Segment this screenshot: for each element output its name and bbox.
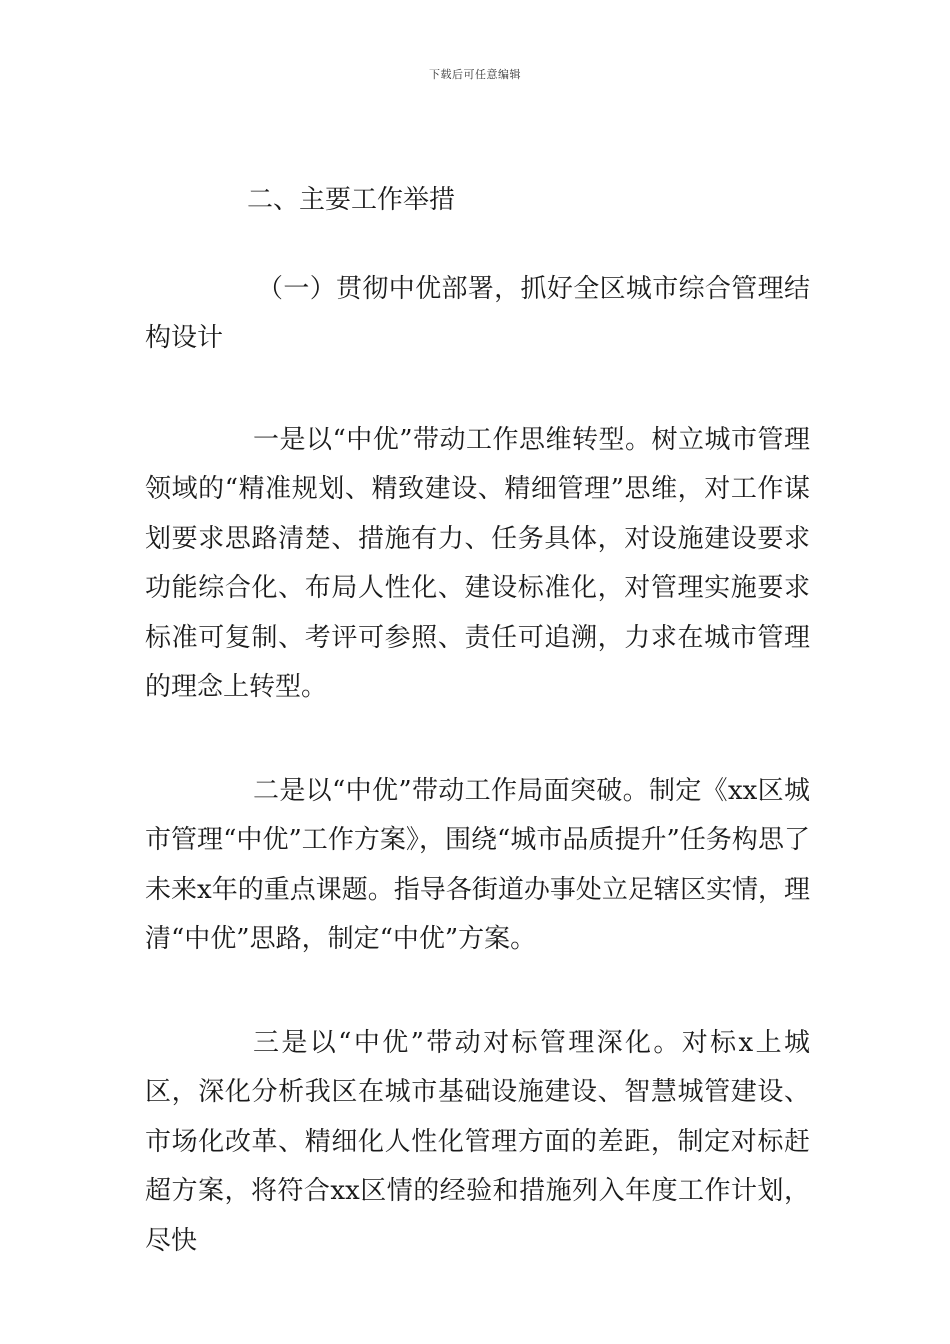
document-body (145, 176, 810, 1266)
section-heading: 二、主要工作举措 (247, 185, 456, 215)
paragraph-3: 三是以“中优”带动对标管理深化。对标x上城区，深化分析我区在城市基础设施建设、智慧城管建设、市场化改革、精细化人性化管理方面的差距，制定对标赶超方案，将符合xx区情的经验和措施列入年度工作计划，尽快 (145, 1027, 810, 1256)
subsection-heading: （一）贯彻中优部署，抓好全区城市综合管理结构设计 (145, 273, 810, 353)
page-header: 下载后可任意编辑 (429, 68, 521, 81)
paragraph-1: 一是以“中优”带动工作思维转型。树立城市管理领域的“精准规划、精致建设、精细管理”思维，对工作谋划要求思路清楚、措施有力、任务具体，对设施建设要求功能综合化、布局人性化、建设标准化，对管理实施要求标准可复制、考评可参照、责任可追溯，力求在城市管理的理念上转型。 (145, 424, 810, 702)
paragraph-2: 二是以“中优”带动工作局面突破。制定《xx区城市管理“中优”工作方案》，围绕“城市品质提升”任务构思了未来x年的重点课题。指导各街道办事处立足辖区实情，理清“中优”思路，制定“中优”方案。 (145, 775, 810, 954)
